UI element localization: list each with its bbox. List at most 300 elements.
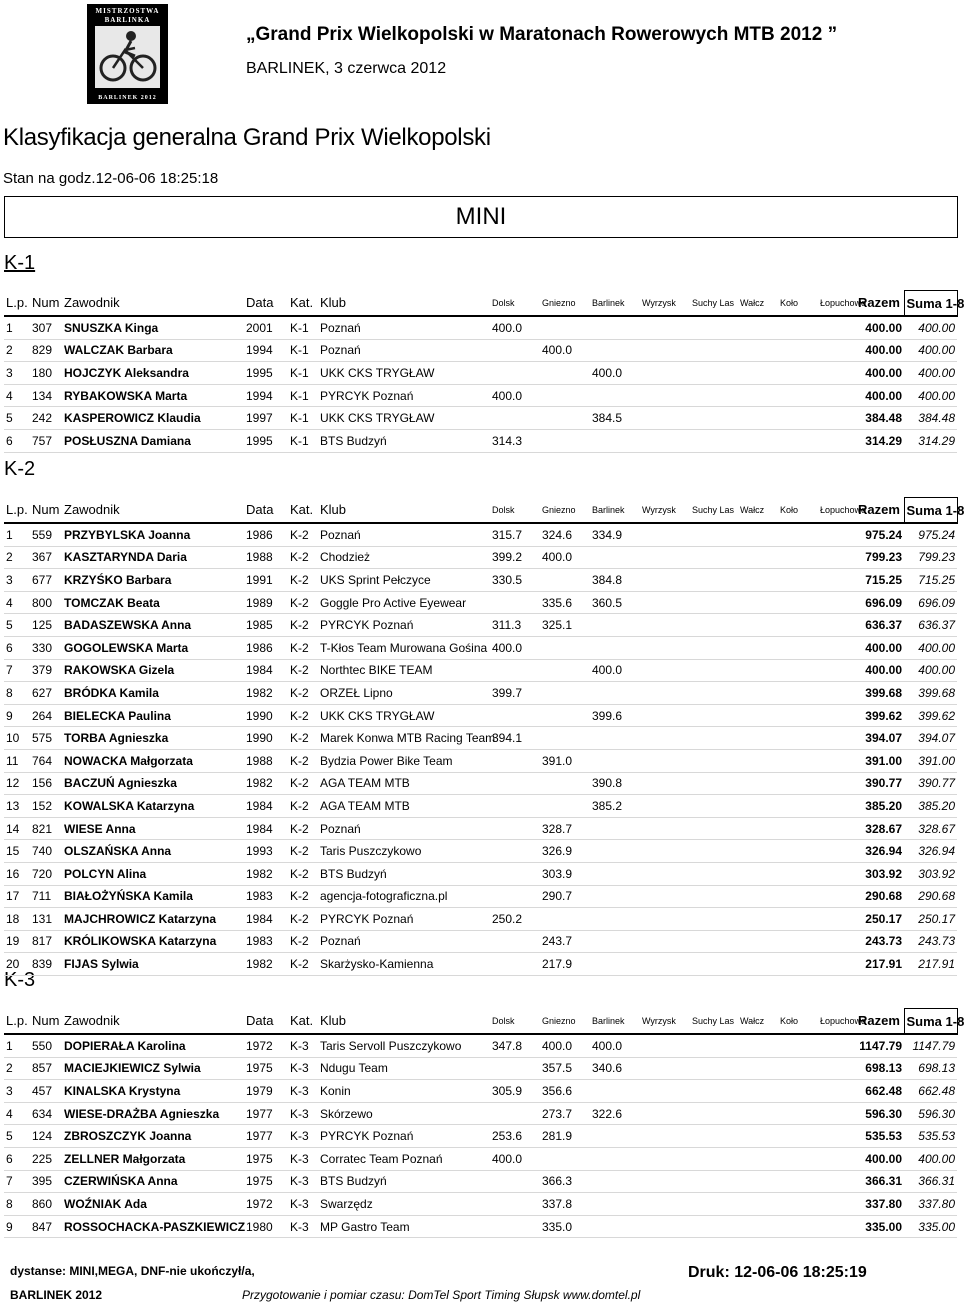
cell-dolsk	[490, 817, 540, 840]
cell-data: 1977	[244, 1125, 288, 1148]
col-header-lopuchowo: Łopuchowo	[818, 498, 856, 524]
cell-num: 124	[30, 1125, 62, 1148]
cell-num: 559	[30, 523, 62, 546]
cell-klub: Skarżysko-Kamienna	[318, 953, 490, 976]
cell-barlinek	[590, 682, 640, 705]
cell-kolo	[778, 523, 818, 546]
cell-data: 1994	[244, 339, 288, 362]
cell-gniezno	[540, 636, 590, 659]
cell-suma: 250.17	[904, 908, 957, 931]
cell-data: 1984	[244, 795, 288, 818]
cell-lopuchowo	[818, 817, 856, 840]
cell-wyrzysk	[640, 591, 690, 614]
cell-barlinek	[590, 1147, 640, 1170]
cell-gniezno: 243.7	[540, 930, 590, 953]
col-header-gniezno: Gniezno	[540, 291, 590, 317]
cell-kolo	[778, 591, 818, 614]
footer-timing-credit: Przygotowanie i pomiar czasu: DomTel Sport Timing Słupsk www.domtel.pl	[242, 1288, 641, 1302]
cell-dolsk: 305.9	[490, 1080, 540, 1103]
cell-walcz	[738, 614, 778, 637]
cell-klub: agencja-fotograficzna.pl	[318, 885, 490, 908]
col-header-num: Num	[30, 498, 62, 524]
cell-kolo	[778, 1215, 818, 1238]
cell-num: 860	[30, 1193, 62, 1216]
cell-lp: 9	[4, 1215, 30, 1238]
cell-suchylas	[690, 569, 738, 592]
cell-num: 225	[30, 1147, 62, 1170]
cell-wyrzysk	[640, 1215, 690, 1238]
cell-kat: K-2	[288, 727, 318, 750]
cell-dolsk	[490, 704, 540, 727]
cell-zawodnik: WALCZAK Barbara	[62, 339, 244, 362]
cell-walcz	[738, 1057, 778, 1080]
cell-walcz	[738, 362, 778, 385]
cell-barlinek: 400.0	[590, 362, 640, 385]
cell-data: 1989	[244, 591, 288, 614]
cell-num: 817	[30, 930, 62, 953]
cell-kolo	[778, 749, 818, 772]
cell-klub: PYRCYK Poznań	[318, 614, 490, 637]
cell-gniezno	[540, 384, 590, 407]
cell-kat: K-2	[288, 749, 318, 772]
cell-lp: 4	[4, 384, 30, 407]
cell-kolo	[778, 885, 818, 908]
cell-kat: K-2	[288, 885, 318, 908]
cell-suchylas	[690, 384, 738, 407]
cell-wyrzysk	[640, 384, 690, 407]
cell-barlinek	[590, 953, 640, 976]
col-header-zawodnik: Zawodnik	[62, 498, 244, 524]
cell-dolsk: 394.1	[490, 727, 540, 750]
cell-suma: 384.48	[904, 407, 957, 430]
cell-klub: Poznań	[318, 316, 490, 339]
cell-klub: Poznań	[318, 523, 490, 546]
cell-lp: 2	[4, 546, 30, 569]
cell-gniezno	[540, 772, 590, 795]
cell-klub: Swarzędz	[318, 1193, 490, 1216]
event-title: „Grand Prix Wielkopolski w Maratonach Rowerowych MTB 2012 ”	[246, 24, 838, 45]
cell-klub: PYRCYK Poznań	[318, 1125, 490, 1148]
cell-gniezno: 303.9	[540, 862, 590, 885]
cell-kolo	[778, 795, 818, 818]
table-row	[4, 1034, 957, 1057]
cell-walcz	[738, 636, 778, 659]
cell-dolsk	[490, 930, 540, 953]
cell-kolo	[778, 772, 818, 795]
cell-num: 829	[30, 339, 62, 362]
cell-kat: K-3	[288, 1057, 318, 1080]
cell-suma: 385.20	[904, 795, 957, 818]
cell-data: 1984	[244, 908, 288, 931]
table-row	[4, 1057, 957, 1080]
cell-razem: 698.13	[856, 1057, 904, 1080]
cell-zawodnik: BRÓDKA Kamila	[62, 682, 244, 705]
cell-lopuchowo	[818, 1147, 856, 1170]
cell-gniezno: 357.5	[540, 1057, 590, 1080]
cell-lopuchowo	[818, 429, 856, 452]
cell-razem: 328.67	[856, 817, 904, 840]
cell-kolo	[778, 930, 818, 953]
col-header-walcz: Wałcz	[738, 498, 778, 524]
cell-suchylas	[690, 885, 738, 908]
cell-zawodnik: MACIEJKIEWICZ Sylwia	[62, 1057, 244, 1080]
category-box	[4, 196, 958, 238]
cell-gniezno: 217.9	[540, 953, 590, 976]
col-header-wyrzysk: Wyrzysk	[640, 498, 690, 524]
cell-barlinek	[590, 840, 640, 863]
cell-klub: AGA TEAM MTB	[318, 772, 490, 795]
table-header-row	[4, 291, 957, 317]
cell-wyrzysk	[640, 727, 690, 750]
cell-lp: 7	[4, 659, 30, 682]
cell-razem: 303.92	[856, 862, 904, 885]
cell-suchylas	[690, 953, 738, 976]
cell-walcz	[738, 546, 778, 569]
cell-walcz	[738, 840, 778, 863]
cell-suma: 390.77	[904, 772, 957, 795]
cell-razem: 400.00	[856, 636, 904, 659]
table-row	[4, 704, 957, 727]
cell-razem: 535.53	[856, 1125, 904, 1148]
cell-wyrzysk	[640, 407, 690, 430]
cell-suma: 400.00	[904, 659, 957, 682]
cell-klub: Northtec BIKE TEAM	[318, 659, 490, 682]
cell-wyrzysk	[640, 1193, 690, 1216]
cell-suma: 400.00	[904, 384, 957, 407]
table-row	[4, 546, 957, 569]
cell-barlinek: 384.8	[590, 569, 640, 592]
cell-num: 180	[30, 362, 62, 385]
cell-kat: K-2	[288, 930, 318, 953]
cell-lopuchowo	[818, 1215, 856, 1238]
cell-data: 1995	[244, 362, 288, 385]
cell-dolsk	[490, 953, 540, 976]
cell-suma: 335.00	[904, 1215, 957, 1238]
cell-kat: K-2	[288, 908, 318, 931]
cell-wyrzysk	[640, 682, 690, 705]
cell-num: 307	[30, 316, 62, 339]
cell-walcz	[738, 862, 778, 885]
cell-klub: Ndugu Team	[318, 1057, 490, 1080]
col-header-klub: Klub	[318, 498, 490, 524]
cell-kolo	[778, 614, 818, 637]
cell-walcz	[738, 908, 778, 931]
cell-dolsk	[490, 749, 540, 772]
cell-lopuchowo	[818, 930, 856, 953]
cell-suma: 303.92	[904, 862, 957, 885]
cell-barlinek	[590, 817, 640, 840]
cell-gniezno: 391.0	[540, 749, 590, 772]
cell-barlinek	[590, 1080, 640, 1103]
cell-kolo	[778, 908, 818, 931]
table-row	[4, 908, 957, 931]
cell-lp: 13	[4, 795, 30, 818]
cell-dolsk	[490, 885, 540, 908]
cell-kat: K-2	[288, 659, 318, 682]
cell-kolo	[778, 704, 818, 727]
col-header-kolo: Koło	[778, 498, 818, 524]
cell-dolsk: 315.7	[490, 523, 540, 546]
table-row	[4, 636, 957, 659]
table-row	[4, 682, 957, 705]
cell-lopuchowo	[818, 569, 856, 592]
cell-klub: ORZEŁ Lipno	[318, 682, 490, 705]
table-row	[4, 316, 957, 339]
cell-lp: 6	[4, 636, 30, 659]
cell-zawodnik: RYBAKOWSKA Marta	[62, 384, 244, 407]
cell-kat: K-3	[288, 1102, 318, 1125]
cell-lp: 5	[4, 614, 30, 637]
cell-wyrzysk	[640, 772, 690, 795]
cell-kat: K-2	[288, 772, 318, 795]
cell-barlinek	[590, 862, 640, 885]
cell-walcz	[738, 1102, 778, 1125]
cell-kat: K-2	[288, 523, 318, 546]
cell-gniezno: 335.0	[540, 1215, 590, 1238]
cell-suma: 243.73	[904, 930, 957, 953]
cell-kat: K-2	[288, 546, 318, 569]
cell-dolsk: 400.0	[490, 316, 540, 339]
cell-lopuchowo	[818, 1193, 856, 1216]
cell-gniezno	[540, 362, 590, 385]
table-row	[4, 885, 957, 908]
table-row	[4, 1080, 957, 1103]
table-row	[4, 659, 957, 682]
cell-kat: K-1	[288, 339, 318, 362]
col-header-lopuchowo: Łopuchowo	[818, 291, 856, 317]
cell-wyrzysk	[640, 636, 690, 659]
cell-kat: K-2	[288, 795, 318, 818]
cell-walcz	[738, 682, 778, 705]
cell-num: 367	[30, 546, 62, 569]
cell-suchylas	[690, 546, 738, 569]
cell-gniezno	[540, 316, 590, 339]
cell-zawodnik: TORBA Agnieszka	[62, 727, 244, 750]
cell-num: 134	[30, 384, 62, 407]
cell-dolsk	[490, 362, 540, 385]
cell-walcz	[738, 817, 778, 840]
cell-suchylas	[690, 840, 738, 863]
cell-razem: 326.94	[856, 840, 904, 863]
cell-suma: 535.53	[904, 1125, 957, 1148]
group-label-k3: K-3	[4, 969, 36, 991]
cell-kat: K-2	[288, 682, 318, 705]
cell-barlinek: 322.6	[590, 1102, 640, 1125]
cell-zawodnik: GOGOLEWSKA Marta	[62, 636, 244, 659]
col-header-lp: L.p.	[4, 1009, 30, 1035]
cell-data: 1995	[244, 429, 288, 452]
cell-num: 242	[30, 407, 62, 430]
cell-gniezno: 356.6	[540, 1080, 590, 1103]
cell-lp: 5	[4, 1125, 30, 1148]
cell-lp: 12	[4, 772, 30, 795]
cell-kolo	[778, 362, 818, 385]
cell-klub: UKK CKS TRYGŁAW	[318, 704, 490, 727]
table-row	[4, 407, 957, 430]
group-label-k1: K-1	[4, 252, 36, 274]
cell-walcz	[738, 885, 778, 908]
cell-wyrzysk	[640, 1125, 690, 1148]
cell-walcz	[738, 659, 778, 682]
cell-dolsk: 347.8	[490, 1034, 540, 1057]
cell-walcz	[738, 1080, 778, 1103]
col-header-num: Num	[30, 1009, 62, 1035]
cell-razem: 1147.79	[856, 1034, 904, 1057]
cell-zawodnik: PRZYBYLSKA Joanna	[62, 523, 244, 546]
cell-klub: Poznań	[318, 930, 490, 953]
cell-kolo	[778, 339, 818, 362]
cell-razem: 400.00	[856, 362, 904, 385]
cell-lopuchowo	[818, 953, 856, 976]
cell-data: 1983	[244, 930, 288, 953]
cell-barlinek: 334.9	[590, 523, 640, 546]
cell-wyrzysk	[640, 908, 690, 931]
cell-walcz	[738, 316, 778, 339]
cell-suchylas	[690, 1034, 738, 1057]
cell-dolsk: 250.2	[490, 908, 540, 931]
cell-dolsk: 399.7	[490, 682, 540, 705]
category-title: MINI	[455, 203, 507, 230]
cell-suma: 314.29	[904, 429, 957, 452]
cell-data: 1984	[244, 659, 288, 682]
cell-lopuchowo	[818, 339, 856, 362]
cell-data: 1988	[244, 546, 288, 569]
cell-razem: 696.09	[856, 591, 904, 614]
cell-wyrzysk	[640, 817, 690, 840]
cell-data: 1984	[244, 817, 288, 840]
col-header-kolo: Koło	[778, 1009, 818, 1035]
cell-zawodnik: POLCYN Alina	[62, 862, 244, 885]
cell-gniezno: 325.1	[540, 614, 590, 637]
cell-lopuchowo	[818, 749, 856, 772]
table-row	[4, 1125, 957, 1148]
col-header-suma: Suma 1-8	[904, 498, 957, 524]
cell-lp: 16	[4, 862, 30, 885]
cell-num: 152	[30, 795, 62, 818]
cell-gniezno: 324.6	[540, 523, 590, 546]
cell-razem: 391.00	[856, 749, 904, 772]
cell-gniezno: 366.3	[540, 1170, 590, 1193]
cell-dolsk	[490, 1102, 540, 1125]
cell-zawodnik: FIJAS Sylwia	[62, 953, 244, 976]
col-header-zawodnik: Zawodnik	[62, 1009, 244, 1035]
cell-dolsk	[490, 1170, 540, 1193]
cell-zawodnik: CZERWIŃSKA Anna	[62, 1170, 244, 1193]
results-table-k3	[4, 1008, 964, 1238]
cell-data: 1988	[244, 749, 288, 772]
cell-kolo	[778, 546, 818, 569]
cell-suma: 366.31	[904, 1170, 957, 1193]
table-row	[4, 362, 957, 385]
cell-lopuchowo	[818, 1057, 856, 1080]
cell-gniezno	[540, 795, 590, 818]
cell-suma: 290.68	[904, 885, 957, 908]
cell-gniezno: 337.8	[540, 1193, 590, 1216]
cell-suma: 715.25	[904, 569, 957, 592]
cell-walcz	[738, 429, 778, 452]
cell-walcz	[738, 591, 778, 614]
cell-kat: K-2	[288, 862, 318, 885]
col-header-data: Data	[244, 498, 288, 524]
table-row	[4, 569, 957, 592]
cell-razem: 243.73	[856, 930, 904, 953]
cell-gniezno	[540, 569, 590, 592]
cell-suchylas	[690, 523, 738, 546]
cell-lopuchowo	[818, 523, 856, 546]
cell-suma: 399.68	[904, 682, 957, 705]
cell-dolsk	[490, 840, 540, 863]
cell-kolo	[778, 569, 818, 592]
cell-kat: K-2	[288, 817, 318, 840]
col-header-kat: Kat.	[288, 1009, 318, 1035]
cell-dolsk: 400.0	[490, 384, 540, 407]
cell-num: 125	[30, 614, 62, 637]
cell-suma: 596.30	[904, 1102, 957, 1125]
cell-suchylas	[690, 1102, 738, 1125]
col-header-data: Data	[244, 1009, 288, 1035]
cell-zawodnik: ROSSOCHACKA-PASZKIEWICZ	[62, 1215, 244, 1238]
cell-klub: Poznań	[318, 339, 490, 362]
cell-zawodnik: BADASZEWSKA Anna	[62, 614, 244, 637]
col-header-walcz: Wałcz	[738, 1009, 778, 1035]
cell-lopuchowo	[818, 384, 856, 407]
cell-lp: 2	[4, 339, 30, 362]
cell-num: 379	[30, 659, 62, 682]
cell-lopuchowo	[818, 316, 856, 339]
cell-kat: K-1	[288, 316, 318, 339]
cell-razem: 337.80	[856, 1193, 904, 1216]
cell-dolsk: 330.5	[490, 569, 540, 592]
col-header-dolsk: Dolsk	[490, 498, 540, 524]
cell-klub: Taris Servoll Puszczykowo	[318, 1034, 490, 1057]
cell-barlinek: 390.8	[590, 772, 640, 795]
cell-num: 330	[30, 636, 62, 659]
cell-kat: K-2	[288, 569, 318, 592]
cell-razem: 314.29	[856, 429, 904, 452]
col-header-suma: Suma 1-8	[904, 291, 957, 317]
cell-lopuchowo	[818, 885, 856, 908]
cell-zawodnik: NOWACKA Małgorzata	[62, 749, 244, 772]
cell-kat: K-1	[288, 429, 318, 452]
cell-kolo	[778, 636, 818, 659]
footer-place: BARLINEK 2012	[10, 1288, 103, 1302]
cell-suchylas	[690, 817, 738, 840]
col-header-klub: Klub	[318, 1009, 490, 1035]
cell-kolo	[778, 1147, 818, 1170]
cell-suchylas	[690, 1215, 738, 1238]
cell-lp: 10	[4, 727, 30, 750]
cell-suchylas	[690, 795, 738, 818]
cell-razem: 799.23	[856, 546, 904, 569]
cell-kolo	[778, 1057, 818, 1080]
cell-dolsk	[490, 591, 540, 614]
cell-suma: 391.00	[904, 749, 957, 772]
cell-walcz	[738, 407, 778, 430]
cell-suma: 337.80	[904, 1193, 957, 1216]
cell-suchylas	[690, 429, 738, 452]
cell-data: 1994	[244, 384, 288, 407]
footer-print-time: Druk: 12-06-06 18:25:19	[688, 1264, 867, 1281]
cell-zawodnik: KRÓLIKOWSKA Katarzyna	[62, 930, 244, 953]
cell-num: 740	[30, 840, 62, 863]
cell-dolsk	[490, 795, 540, 818]
cell-zawodnik: KOWALSKA Katarzyna	[62, 795, 244, 818]
cell-klub: Poznań	[318, 817, 490, 840]
cell-gniezno	[540, 682, 590, 705]
table-row	[4, 339, 957, 362]
cell-walcz	[738, 1170, 778, 1193]
cell-suma: 698.13	[904, 1057, 957, 1080]
